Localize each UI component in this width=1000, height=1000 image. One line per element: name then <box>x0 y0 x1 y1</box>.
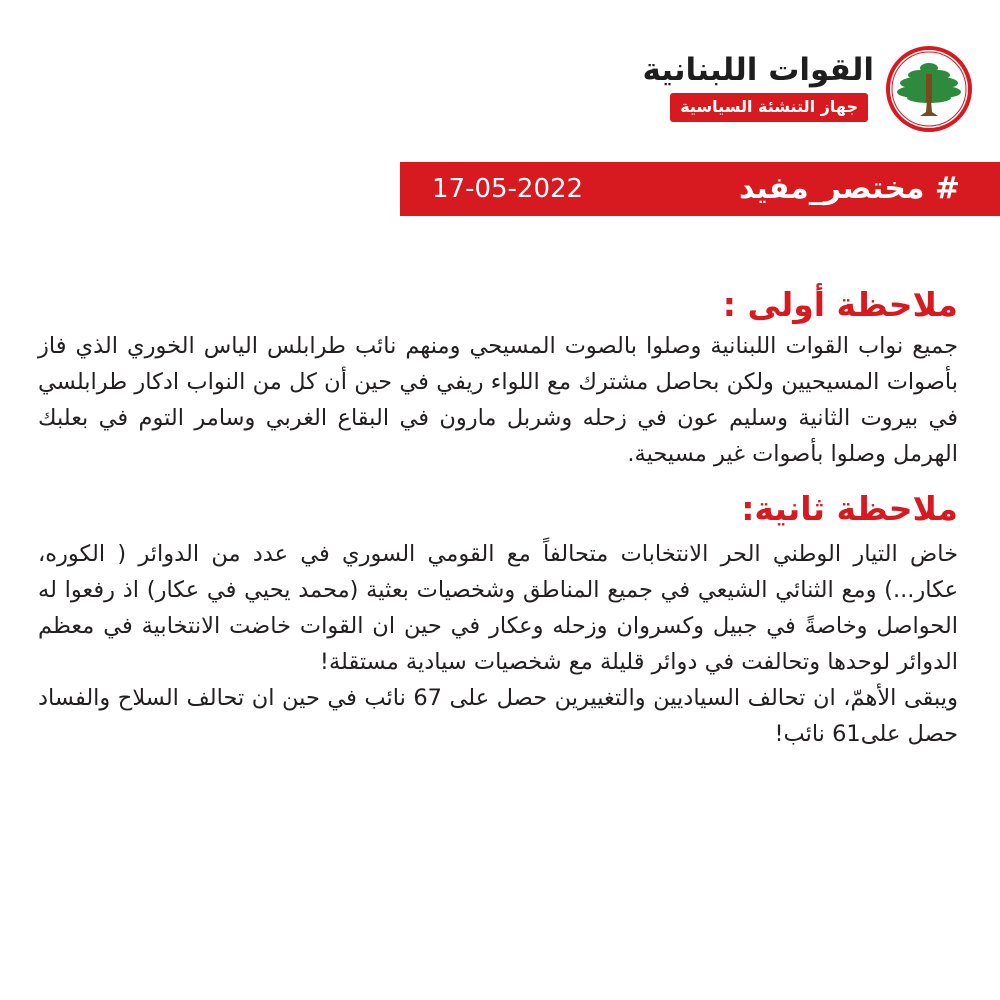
org-name: القوات اللبنانية <box>642 52 874 88</box>
note-2-heading: ملاحظة ثانية: <box>741 489 958 528</box>
logo-block <box>612 46 972 136</box>
org-subtitle: جهاز التنشئة السياسية <box>680 97 858 116</box>
org-subtitle-badge <box>670 93 868 122</box>
hashtag-banner <box>400 162 1000 216</box>
cedar-tree-icon <box>886 46 972 132</box>
post-date: 17-05-2022 <box>432 174 584 204</box>
note-1-body: جميع نواب القوات اللبنانية وصلوا بالصوت المسيحي ومنهم نائب طرابلس الياس الخوري الذي فاز بأصوات المسيحيين ولكن بحاصل مشترك مع اللواء ريفي في حين أن كل من النواب ادكار طرابلسي في بيروت الثانية وسليم عون في زحله وشربل مارون في البقاع الغربي وسامر التوم في بعلبك الهرمل وصلوا بأصوات غير مسيحية. <box>38 333 958 467</box>
note-2-body: خاض التيار الوطني الحر الانتخابات متحالفاً مع القومي السوري في عدد من الدوائر ( الكوره، عكار...) ومع الثنائي الشيعي في جميع المناطق وشخصيات بعثية (محمد يحيي في عكار) اذ رفعوا له الحواصل وخاصةً في جبيل وكسروان وزحله وعكار في حين ان القوات خاضت الانتخابية في معظم الدوائر لوحدها وتحالفت في دوائر قليلة مع شخصيات سيادية مستقلة! <box>38 541 958 675</box>
note-2-conclusion: ويبقى الأهمّ، ان تحالف السياديين والتغييرين حصل على 67 نائب في حين ان تحالف السلاح والفساد حصل على61 نائب! <box>38 685 958 747</box>
article-body <box>38 282 958 752</box>
note-1-heading: ملاحظة أولى : <box>722 285 958 324</box>
hashtag-title: # مختصر_مفيد <box>739 171 960 206</box>
